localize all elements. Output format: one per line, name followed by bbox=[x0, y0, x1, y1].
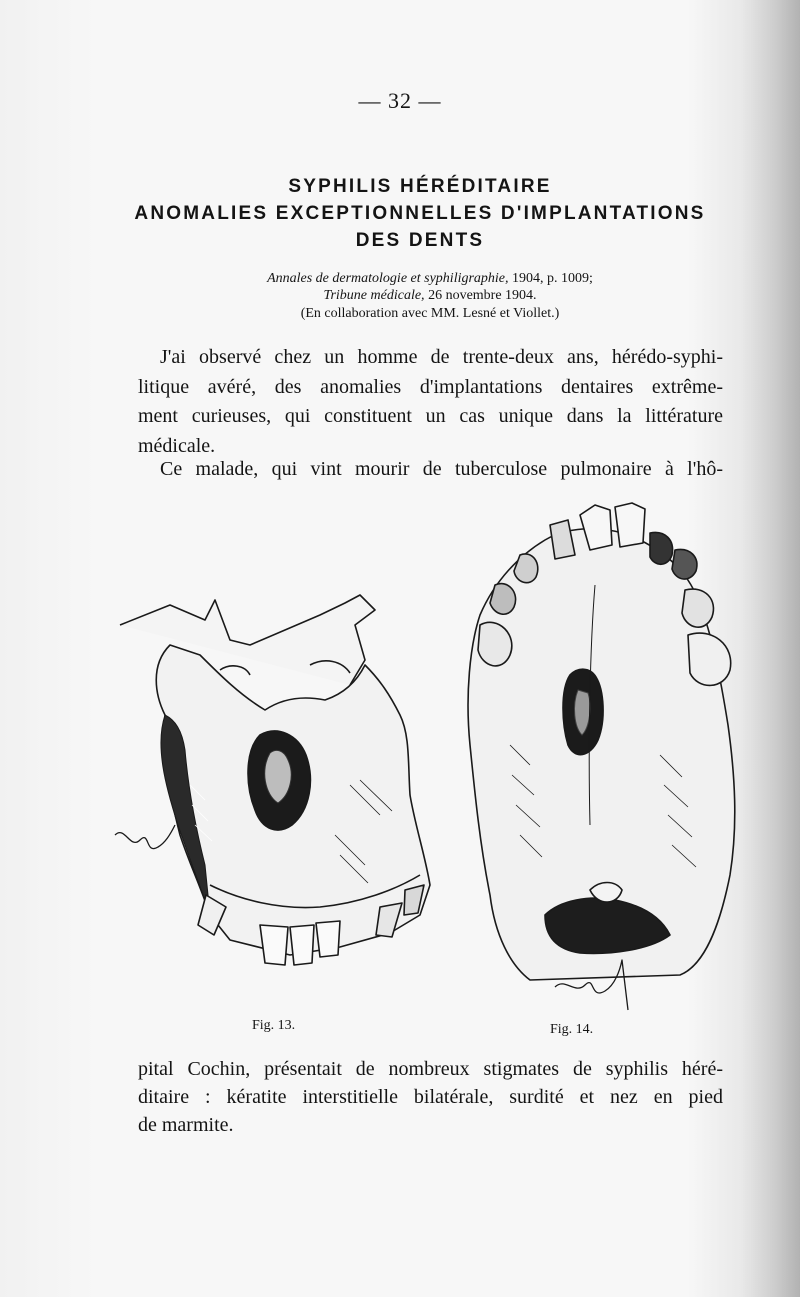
paragraph-line: litique avéré, des anomalies d'implantations dentaires extrême- bbox=[138, 375, 723, 398]
paragraph-line: J'ai observé chez un homme de trente-deux ans, hérédo-syphi- bbox=[160, 346, 723, 368]
skull-maxilla-front-illustration bbox=[110, 585, 440, 985]
reference-journal-2-title: Tribune médicale, bbox=[323, 288, 425, 303]
page-edge-shadow bbox=[740, 0, 800, 1297]
paragraph-line: ment curieuses, qui constituent un cas unique dans la littérature bbox=[138, 405, 723, 427]
reference-journal-1-title: Annales de dermatologie et syphiligraphie, bbox=[267, 271, 509, 286]
reference-journal-2-details: 26 novembre 1904. bbox=[428, 288, 537, 303]
paragraph-1 bbox=[138, 343, 723, 461]
heading-line-1: SYPHILIS HÉRÉDITAIRE bbox=[288, 176, 552, 197]
reference-collaboration: (En collaboration avec MM. Lesné et Viollet.) bbox=[300, 306, 560, 321]
paragraph-line: de marmite. bbox=[138, 1114, 234, 1136]
reference-journal-1 bbox=[200, 270, 660, 287]
heading-line-2: ANOMALIES EXCEPTIONNELLES D'IMPLANTATIONS bbox=[134, 203, 706, 224]
paragraph-2 bbox=[138, 455, 723, 485]
paragraph-line: médicale. bbox=[138, 434, 216, 457]
paragraph-line: pital Cochin, présentait de nombreux stigmates de syphilis héré- bbox=[138, 1058, 723, 1080]
reference-journal-2 bbox=[200, 287, 660, 304]
page-number: — 32 — bbox=[358, 88, 442, 113]
figure-14-caption: Fig. 14. bbox=[550, 1022, 594, 1037]
paragraph-line: ditaire : kératite interstitielle bilatérale, surdité et nez en pied bbox=[138, 1086, 723, 1108]
paragraph-3 bbox=[138, 1055, 723, 1139]
heading-line-3: DES DENTS bbox=[355, 230, 485, 251]
reference-journal-1-details: 1904, p. 1009; bbox=[512, 271, 593, 286]
figure-13-caption: Fig. 13. bbox=[252, 1018, 296, 1033]
paragraph-line: Ce malade, qui vint mourir de tuberculose pulmonaire à l'hô- bbox=[160, 458, 723, 480]
palate-underside-illustration bbox=[450, 495, 745, 1015]
